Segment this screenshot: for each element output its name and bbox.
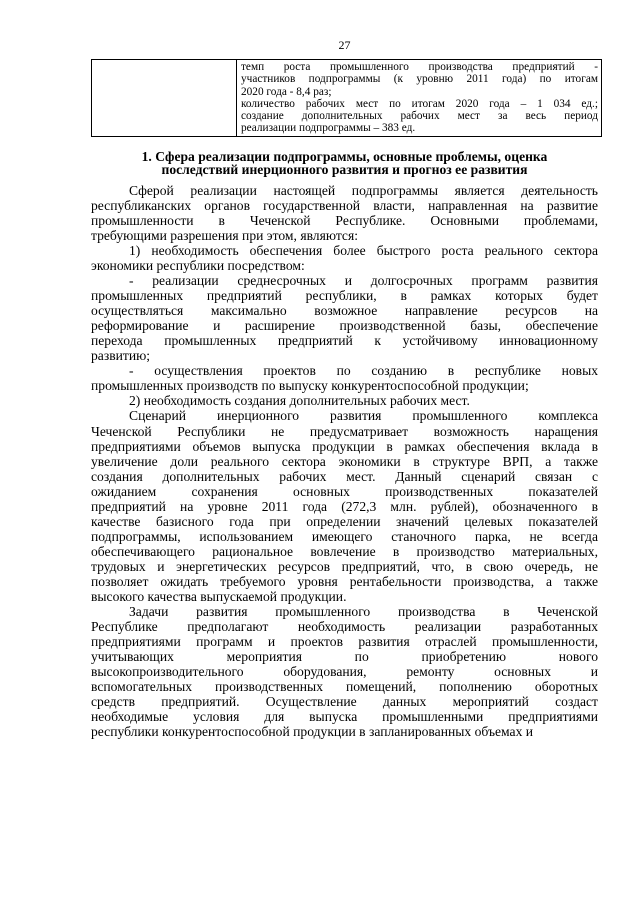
table-line: 2020 года - 8,4 раз; — [241, 85, 332, 98]
paragraph-line: перехода промышленных предприятий к устойчивому инновационному — [91, 333, 598, 349]
paragraph-line: качестве базисного года при определении значений целевых показателей — [91, 513, 598, 529]
paragraph-line: Сценарий инерционного развития промышленного комплекса — [129, 408, 598, 424]
paragraph-line: промышленности в Чеченской Республике. Основными проблемами, — [91, 212, 598, 228]
paragraph — [91, 604, 598, 739]
paragraph-line: создания дополнительных рабочих мест. Данный сценарий связан с — [91, 468, 598, 484]
paragraph-line: республики конкурентоспособной продукции в запланированных объемах и — [91, 724, 534, 740]
paragraph-line: развитию; — [91, 348, 151, 364]
body-text — [91, 183, 598, 740]
paragraph-line: промышленных предприятий республики, в рамках которых будет — [91, 288, 598, 304]
table-line: количество рабочих мест по итогам 2020 года – 1 034 ед.; — [241, 97, 598, 110]
paragraph-line: увеличение доли реального сектора экономики в структуре ВРП, а также — [91, 453, 598, 469]
section-heading-line: 1. Сфера реализации подпрограммы, основные проблемы, оценка — [141, 148, 548, 164]
table-line: участников подпрограммы (к уровню 2011 года) по итогам — [241, 73, 598, 86]
paragraph-line: осуществляться максимально возможное направление ресурсов на — [91, 303, 598, 319]
paragraph-line: Задачи развития промышленного производства в Чеченской — [129, 604, 598, 620]
paragraph-line: высокопроизводительного оборудования, ремонту основных и — [91, 664, 598, 680]
paragraph-line: вспомогательных производственных помещений, пополнению оборотных — [91, 679, 598, 695]
paragraph-line: Сферой реализации настоящей подпрограммы является деятельность — [129, 182, 598, 198]
table-cell-right — [237, 60, 602, 137]
table-cell-left — [92, 60, 237, 137]
paragraph — [91, 243, 598, 273]
paragraph-line: предприятиями объемов выпуска продукции в рамках обеспечения вклада в — [91, 438, 598, 454]
section-heading-line: последствий инерционного развития и прогноз ее развития — [161, 162, 528, 178]
paragraph-line: позволяет ожидать требуемого уровня рентабельности производства, а также — [91, 574, 598, 589]
paragraph — [91, 363, 598, 393]
paragraph-line: Республике предполагают необходимость реализации разработанных — [91, 619, 598, 635]
paragraph — [91, 273, 598, 363]
paragraph-line: средств предприятий. Осуществление данных мероприятий создаст — [91, 694, 598, 710]
paragraph-line: экономики республики посредством: — [91, 258, 305, 274]
paragraph-line: республиканских органов государственной власти, направленная на развитие — [91, 197, 598, 213]
paragraph-line: необходимые условия для выпуска промышленными предприятиями — [91, 709, 598, 725]
table-row — [92, 60, 602, 137]
page-number: 27 — [338, 38, 351, 52]
paragraph-line: - реализации среднесрочных и долгосрочных программ развития — [129, 273, 598, 289]
paragraph — [91, 408, 598, 604]
paragraph-line: предприятий на уровне 2011 года (272,3 млн. рублей), обозначенного в — [91, 498, 598, 514]
paragraph-line: Чеченской Республики не предусматривает возможность наращения — [91, 423, 598, 439]
paragraph-line: учитывающих мероприятия по приобретению нового — [91, 649, 598, 665]
paragraph — [91, 393, 598, 408]
summary-table — [91, 59, 602, 137]
paragraph-line: промышленных производств по выпуску конкурентоспособной продукции; — [91, 378, 529, 394]
section-heading — [91, 150, 598, 177]
table-line: создание дополнительных рабочих мест за весь период — [241, 110, 598, 123]
table-line: реализации подпрограммы – 383 ед. — [241, 122, 416, 135]
paragraph-line: трудовых и энергетических ресурсов предприятий, что, в свою очередь, не — [91, 558, 598, 574]
paragraph-line: - осуществления проектов по созданию в республике новых — [129, 363, 598, 379]
paragraph-line: высокого качества выпускаемой продукции. — [91, 589, 347, 605]
paragraph-line: ожиданием сохранения основных производственных показателей — [91, 483, 598, 499]
paragraph-line: требующими разрешения при этом, являются: — [91, 227, 358, 243]
paragraph-line: реформирование и расширение производственной базы, обеспечение — [91, 318, 598, 334]
paragraph-line: подпрограммы, использованием имеющего станочного парка, не всегда — [91, 528, 598, 544]
table-line: темп роста промышленного производства предприятий - — [241, 61, 598, 73]
paragraph-line: 1) необходимость обеспечения более быстрого роста реального сектора — [129, 242, 598, 258]
paragraph-line: обеспечивающего рациональное вовлечение в производство материальных, — [91, 543, 598, 559]
paragraph-line: предприятиями программ и проектов развития отраслей промышленности, — [91, 634, 598, 650]
paragraph-line: 2) необходимость создания дополнительных рабочих мест. — [129, 393, 470, 409]
paragraph — [91, 183, 598, 243]
